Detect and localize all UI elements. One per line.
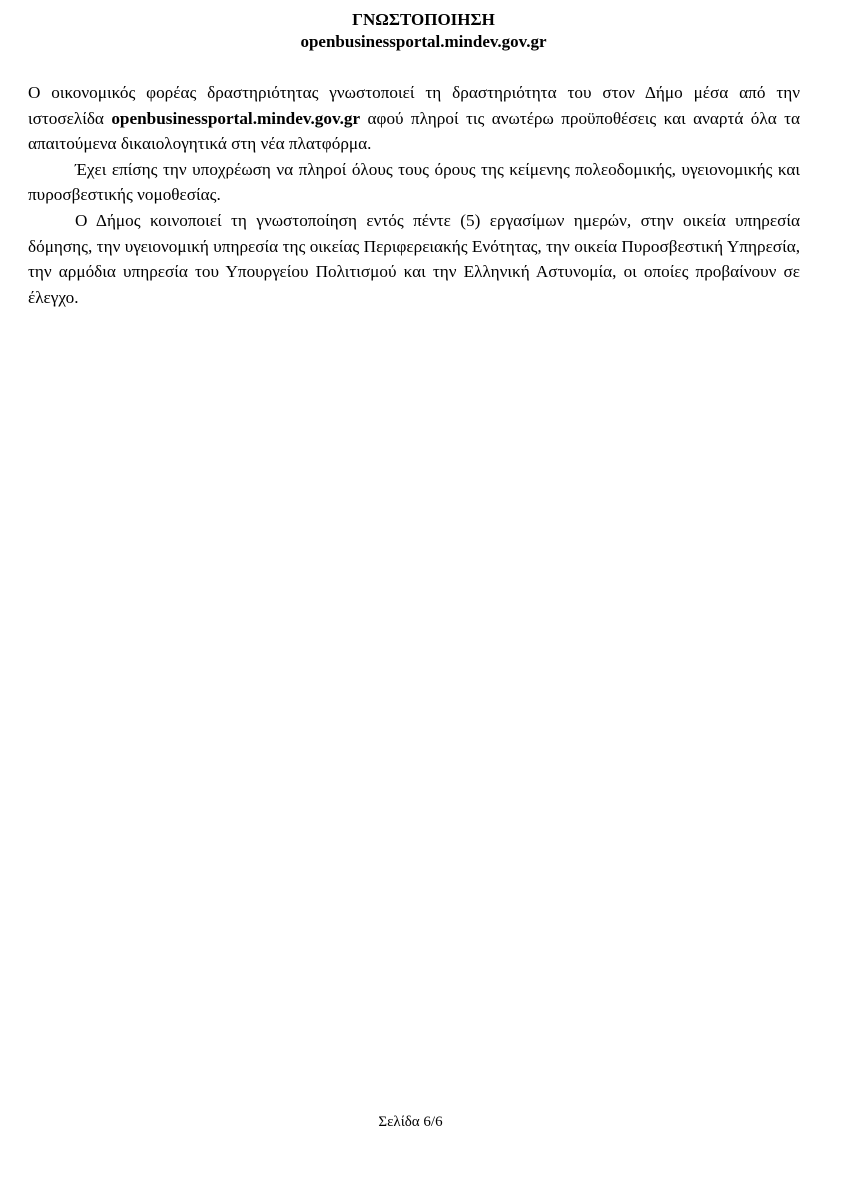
- paragraph-1-start: Ο οικονομικός φορέας δραστηριότητας γνωστοποιεί τη δραστηριότητα του στον Δήμο μέσα από την ιστοσελίδα: [28, 83, 800, 128]
- page-subtitle: openbusinessportal.mindev.gov.gr: [300, 32, 547, 51]
- paragraph-1-end: αφού πληροί τις ανωτέρω προϋποθέσεις και αναρτά όλα τα απαιτούμενα δικαιολογητικά στη νέα πλατφόρμα.: [28, 108, 800, 154]
- portal-link-text: openbusinessportal.mindev.gov.gr: [111, 108, 361, 128]
- paragraph-3: Ο Δήμος κοινοποιεί τη γνωστοποίηση εντός πέντε (5) εργασίμων ημερών, στην οικεία υπηρεσία δόμησης, την υγειονομική υπηρεσία της οικείας Περιφερειακής Ενότητας, την οικεία Πυροσβεστική Υπηρεσία, την αρμόδια υπηρεσία του Υπουργείου Πολιτισμού και την Ελληνική Αστυνομία, οι οποίες προβαίνουν σε έλεγχο.: [28, 210, 800, 307]
- paragraph-2: Έχει επίσης την υποχρέωση να πληροί όλους τους όρους της κείμενης πολεοδομικής, υγειονομικής και πυροσβεστικής νομοθεσίας.: [28, 159, 800, 205]
- paragraph-1: [28, 80, 800, 157]
- document-body: [28, 80, 800, 310]
- page-header: [0, 9, 847, 53]
- page-title: ΓΝΩΣΤΟΠΟΙΗΣΗ: [352, 10, 495, 29]
- page-number: Σελίδα 6/6: [378, 1114, 443, 1130]
